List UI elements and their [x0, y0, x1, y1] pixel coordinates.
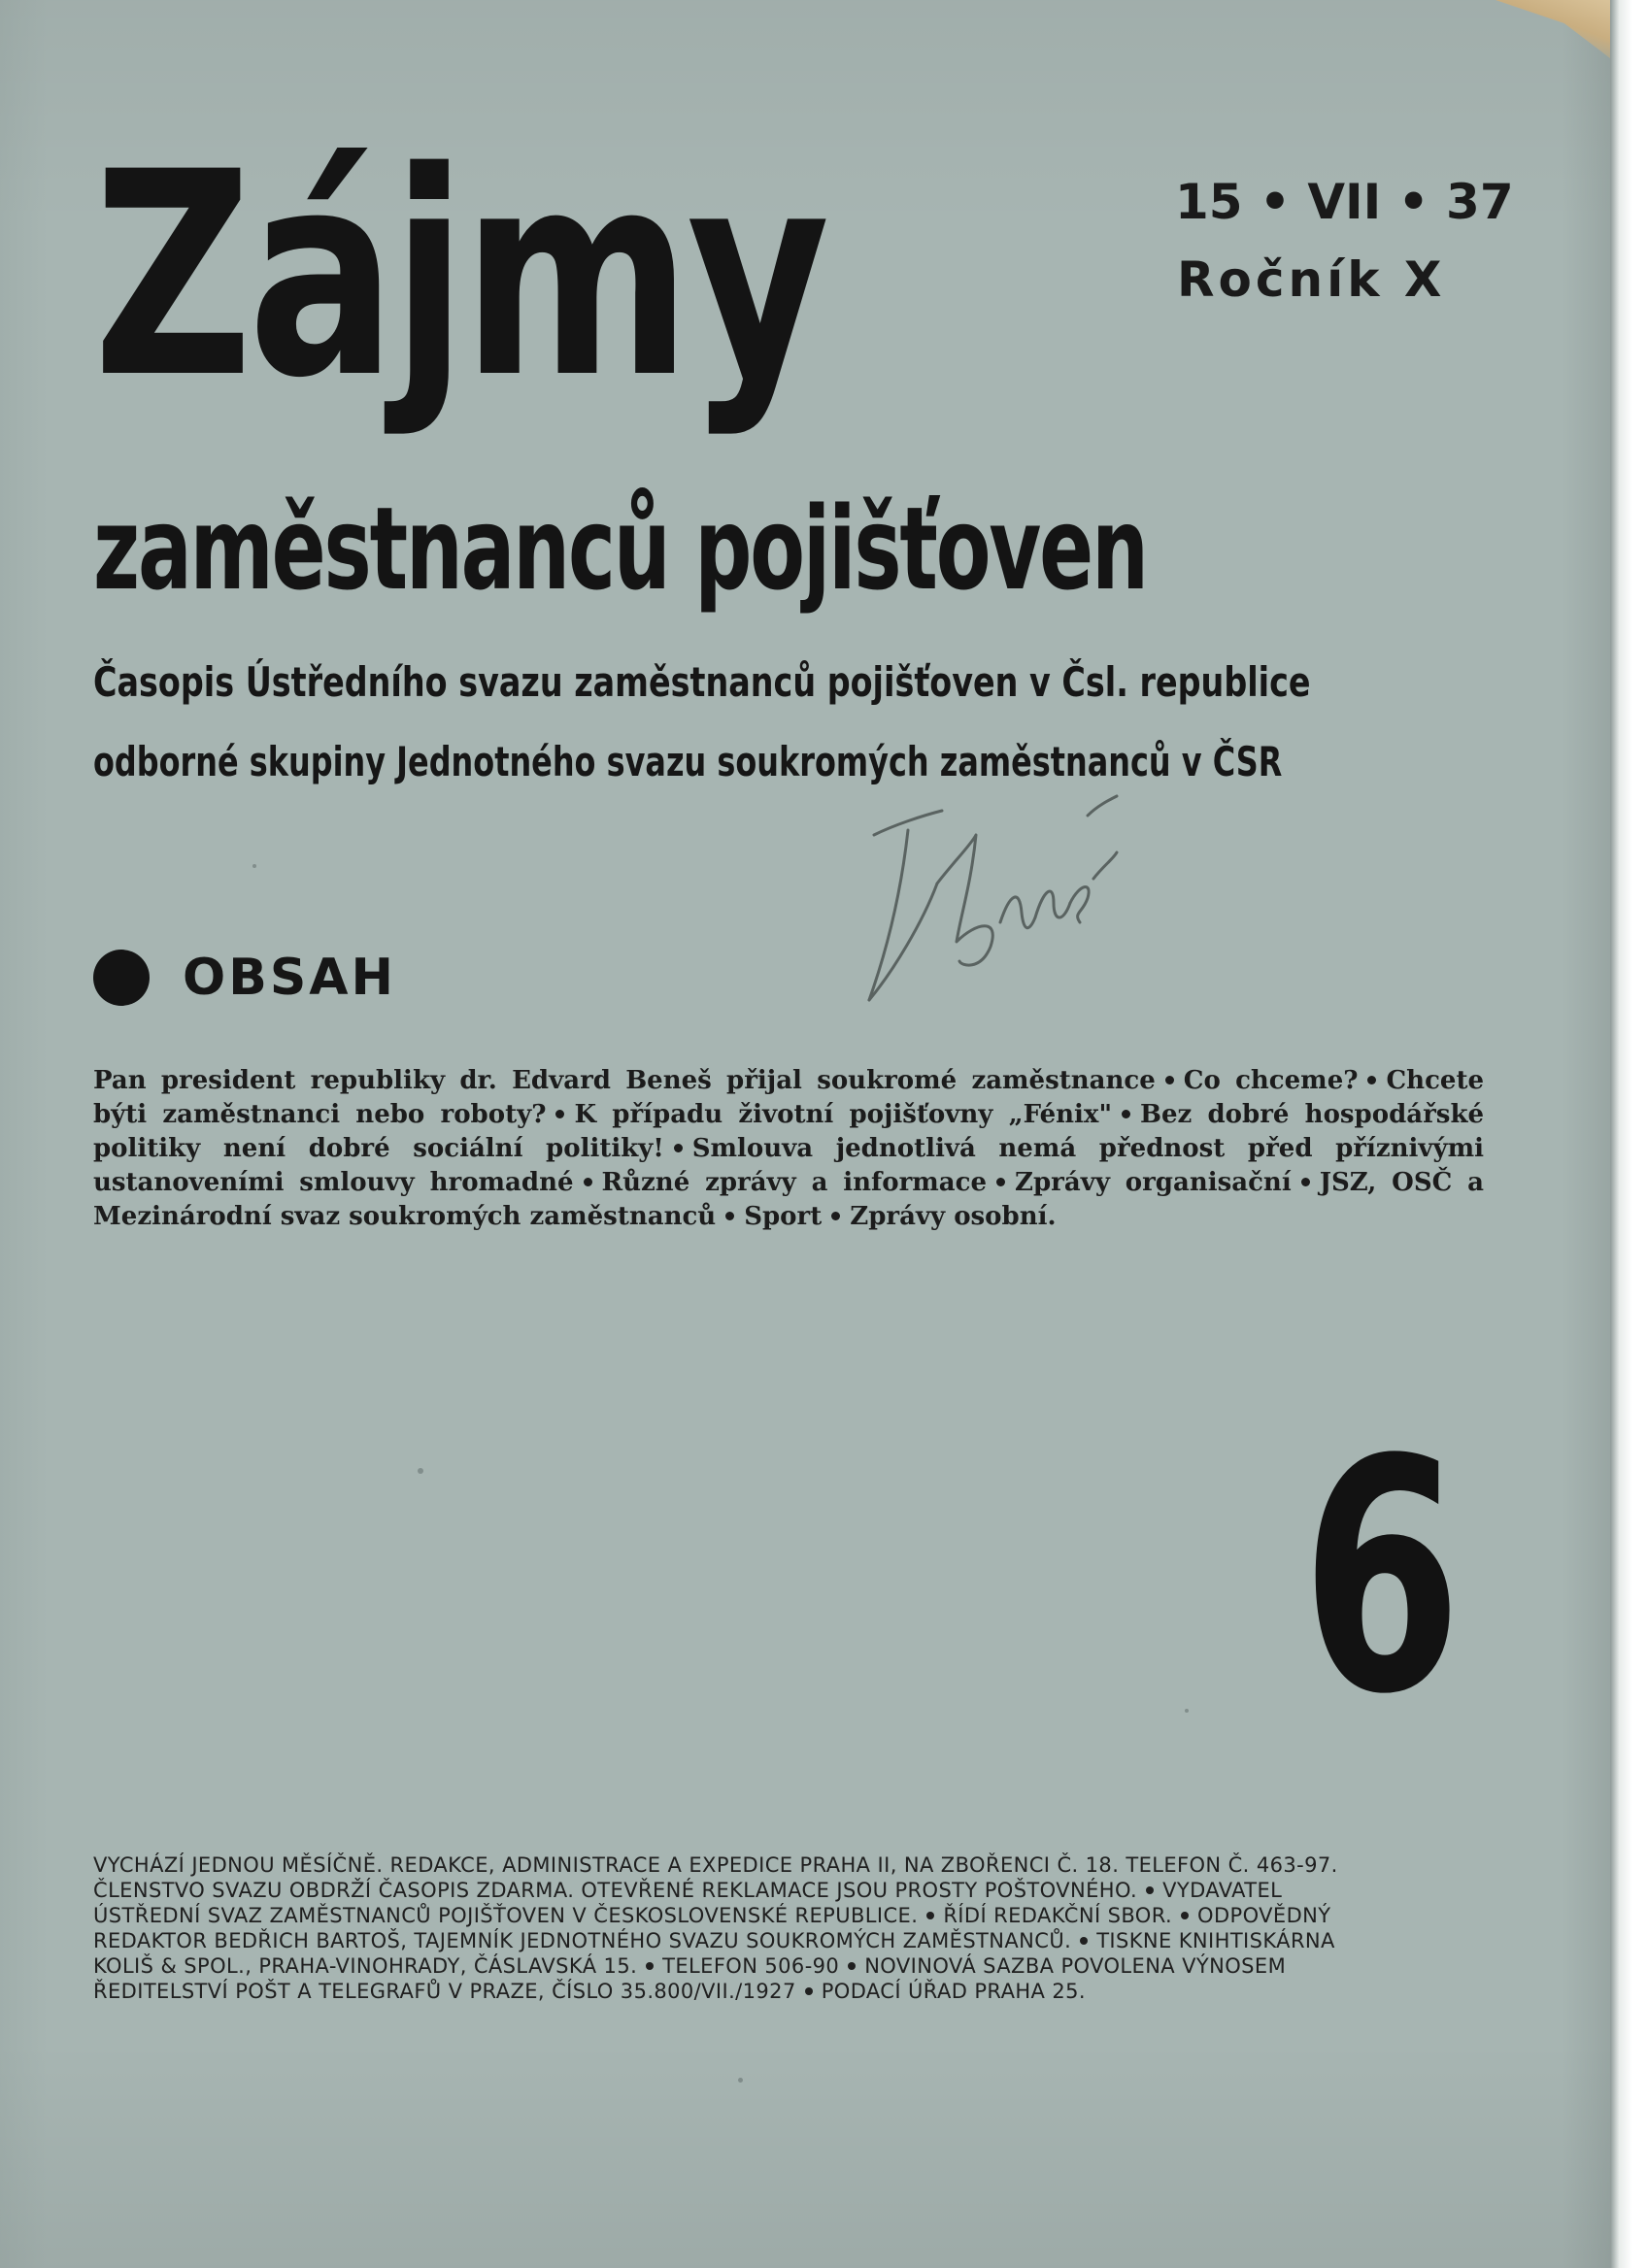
imprint-row — [93, 1878, 1484, 1903]
imprint-text: REDAKTOR BEDŘICH BARTOŠ, TAJEMNÍK JEDNOTNÉHO SVAZU SOUKROMÝCH ZAMĚSTNANCŮ. — [93, 1929, 1072, 1952]
bullet-separator-icon — [1165, 1076, 1174, 1084]
scan-edge — [1610, 0, 1647, 2268]
volume-label: Ročník X — [1177, 251, 1446, 308]
bullet-separator-icon — [805, 1987, 813, 1995]
contents-item: Smlouva jednotlivá nemá přednost před příznivými ustanoveními smlouvy hromadné — [93, 1134, 1485, 1197]
imprint-block — [93, 1852, 1484, 2004]
imprint-text: KOLIŠ & SPOL., PRAHA-VINOHRADY, ČÁSLAVSKÁ 15. — [93, 1954, 638, 1978]
bullet-separator-icon — [831, 1212, 840, 1220]
paper-speck — [252, 864, 256, 868]
contents-item: Bez dobré hospodářské politiky není dobré sociální politiky! — [93, 1100, 1484, 1163]
contents-item: Sport — [744, 1202, 823, 1231]
bullet-separator-icon — [1301, 1178, 1310, 1186]
bullet-separator-icon — [1367, 1076, 1376, 1084]
bullet-separator-icon — [1122, 1110, 1130, 1118]
imprint-text: ŘEDITELSTVÍ POŠT A TELEGRAFŮ V PRAZE, ČÍSLO 35.800/VII./1927 — [93, 1980, 796, 2003]
bullet-separator-icon — [1080, 1937, 1088, 1945]
imprint-text: ČLENSTVO SVAZU OBDRŽÍ ČASOPIS ZDARMA. OTEVŘENÉ REKLAMACE JSOU PROSTY POŠTOVNÉHO. — [93, 1879, 1138, 1902]
bullet-separator-icon — [674, 1144, 683, 1152]
imprint-row — [93, 1979, 1484, 2004]
issue-date: 15 • VII • 37 — [1175, 174, 1514, 230]
handwritten-signature — [855, 777, 1126, 1029]
imprint-row — [93, 1852, 1484, 1878]
contents-item: K případu životní pojišťovny „Fénix" — [574, 1100, 1112, 1129]
bullet-separator-icon — [1181, 1912, 1189, 1919]
paper-speck — [738, 2078, 743, 2083]
description-line-2: odborné skupiny Jednotného svazu soukromých zaměstnanců v ČSR — [93, 738, 1283, 785]
imprint-text: TISKNE KNIHTISKÁRNA — [1096, 1929, 1335, 1952]
contents-item: Zprávy osobní. — [850, 1202, 1057, 1231]
contents-item: Pan president republiky dr. Edvard Beneš přijal soukromé zaměstnance — [93, 1066, 1156, 1095]
issue-number: 6 — [1301, 1391, 1462, 1764]
bullet-separator-icon — [555, 1110, 564, 1118]
masthead-subtitle: zaměstnanců pojišťoven — [93, 482, 1147, 616]
imprint-row — [93, 1928, 1484, 1953]
imprint-text: ÚSTŘEDNÍ SVAZ ZAMĚSTNANCŮ POJIŠŤOVEN V ČESKOSLOVENSKÉ REPUBLICE. — [93, 1904, 919, 1927]
contents-list — [93, 1064, 1484, 1249]
torn-corner — [1496, 0, 1610, 58]
imprint-text: TELEFON 506-90 — [662, 1954, 840, 1978]
masthead-title: Zájmy — [93, 113, 825, 440]
bullet-icon — [93, 950, 150, 1006]
contents-item: Co chceme? — [1183, 1066, 1359, 1095]
bullet-separator-icon — [725, 1212, 734, 1220]
imprint-text: ŘÍDÍ REDAKČNÍ SBOR. — [943, 1904, 1173, 1927]
contents-heading-label: OBSAH — [183, 949, 397, 1007]
contents-heading — [93, 944, 396, 1012]
imprint-row — [93, 1953, 1484, 1979]
contents-item: Zprávy organisační — [1015, 1168, 1292, 1197]
contents-item: JSZ, OSČ a Mezinárodní svaz soukromých zaměstnanců — [93, 1168, 1484, 1231]
bullet-separator-icon — [646, 1962, 654, 1970]
imprint-text: ODPOVĚDNÝ — [1197, 1904, 1331, 1927]
description-line-1: Časopis Ústředního svazu zaměstnanců pojišťoven v Čsl. republice — [93, 658, 1311, 706]
imprint-text: VYDAVATEL — [1162, 1879, 1283, 1902]
paper-speck — [418, 1468, 423, 1474]
imprint-row — [93, 1903, 1484, 1928]
paper-speck — [1185, 1709, 1189, 1713]
bullet-separator-icon — [996, 1178, 1005, 1186]
imprint-text: NOVINOVÁ SAZBA POVOLENA VÝNOSEM — [864, 1954, 1287, 1978]
bullet-separator-icon — [848, 1962, 856, 1970]
bullet-separator-icon — [1146, 1886, 1154, 1894]
contents-item: Chcete býti zaměstnanci nebo roboty? — [93, 1066, 1484, 1129]
imprint-text: PODACÍ ÚŘAD PRAHA 25. — [821, 1980, 1086, 2003]
imprint-text: VYCHÁZÍ JEDNOU MĚSÍČNĚ. REDAKCE, ADMINISTRACE A EXPEDICE PRAHA II, NA ZBOŘENCI Č. 18. TELEFON Č. 463-97. — [93, 1853, 1338, 1877]
bullet-separator-icon — [926, 1912, 934, 1919]
bullet-separator-icon — [584, 1178, 592, 1186]
contents-item: Různé zprávy a informace — [601, 1168, 988, 1197]
